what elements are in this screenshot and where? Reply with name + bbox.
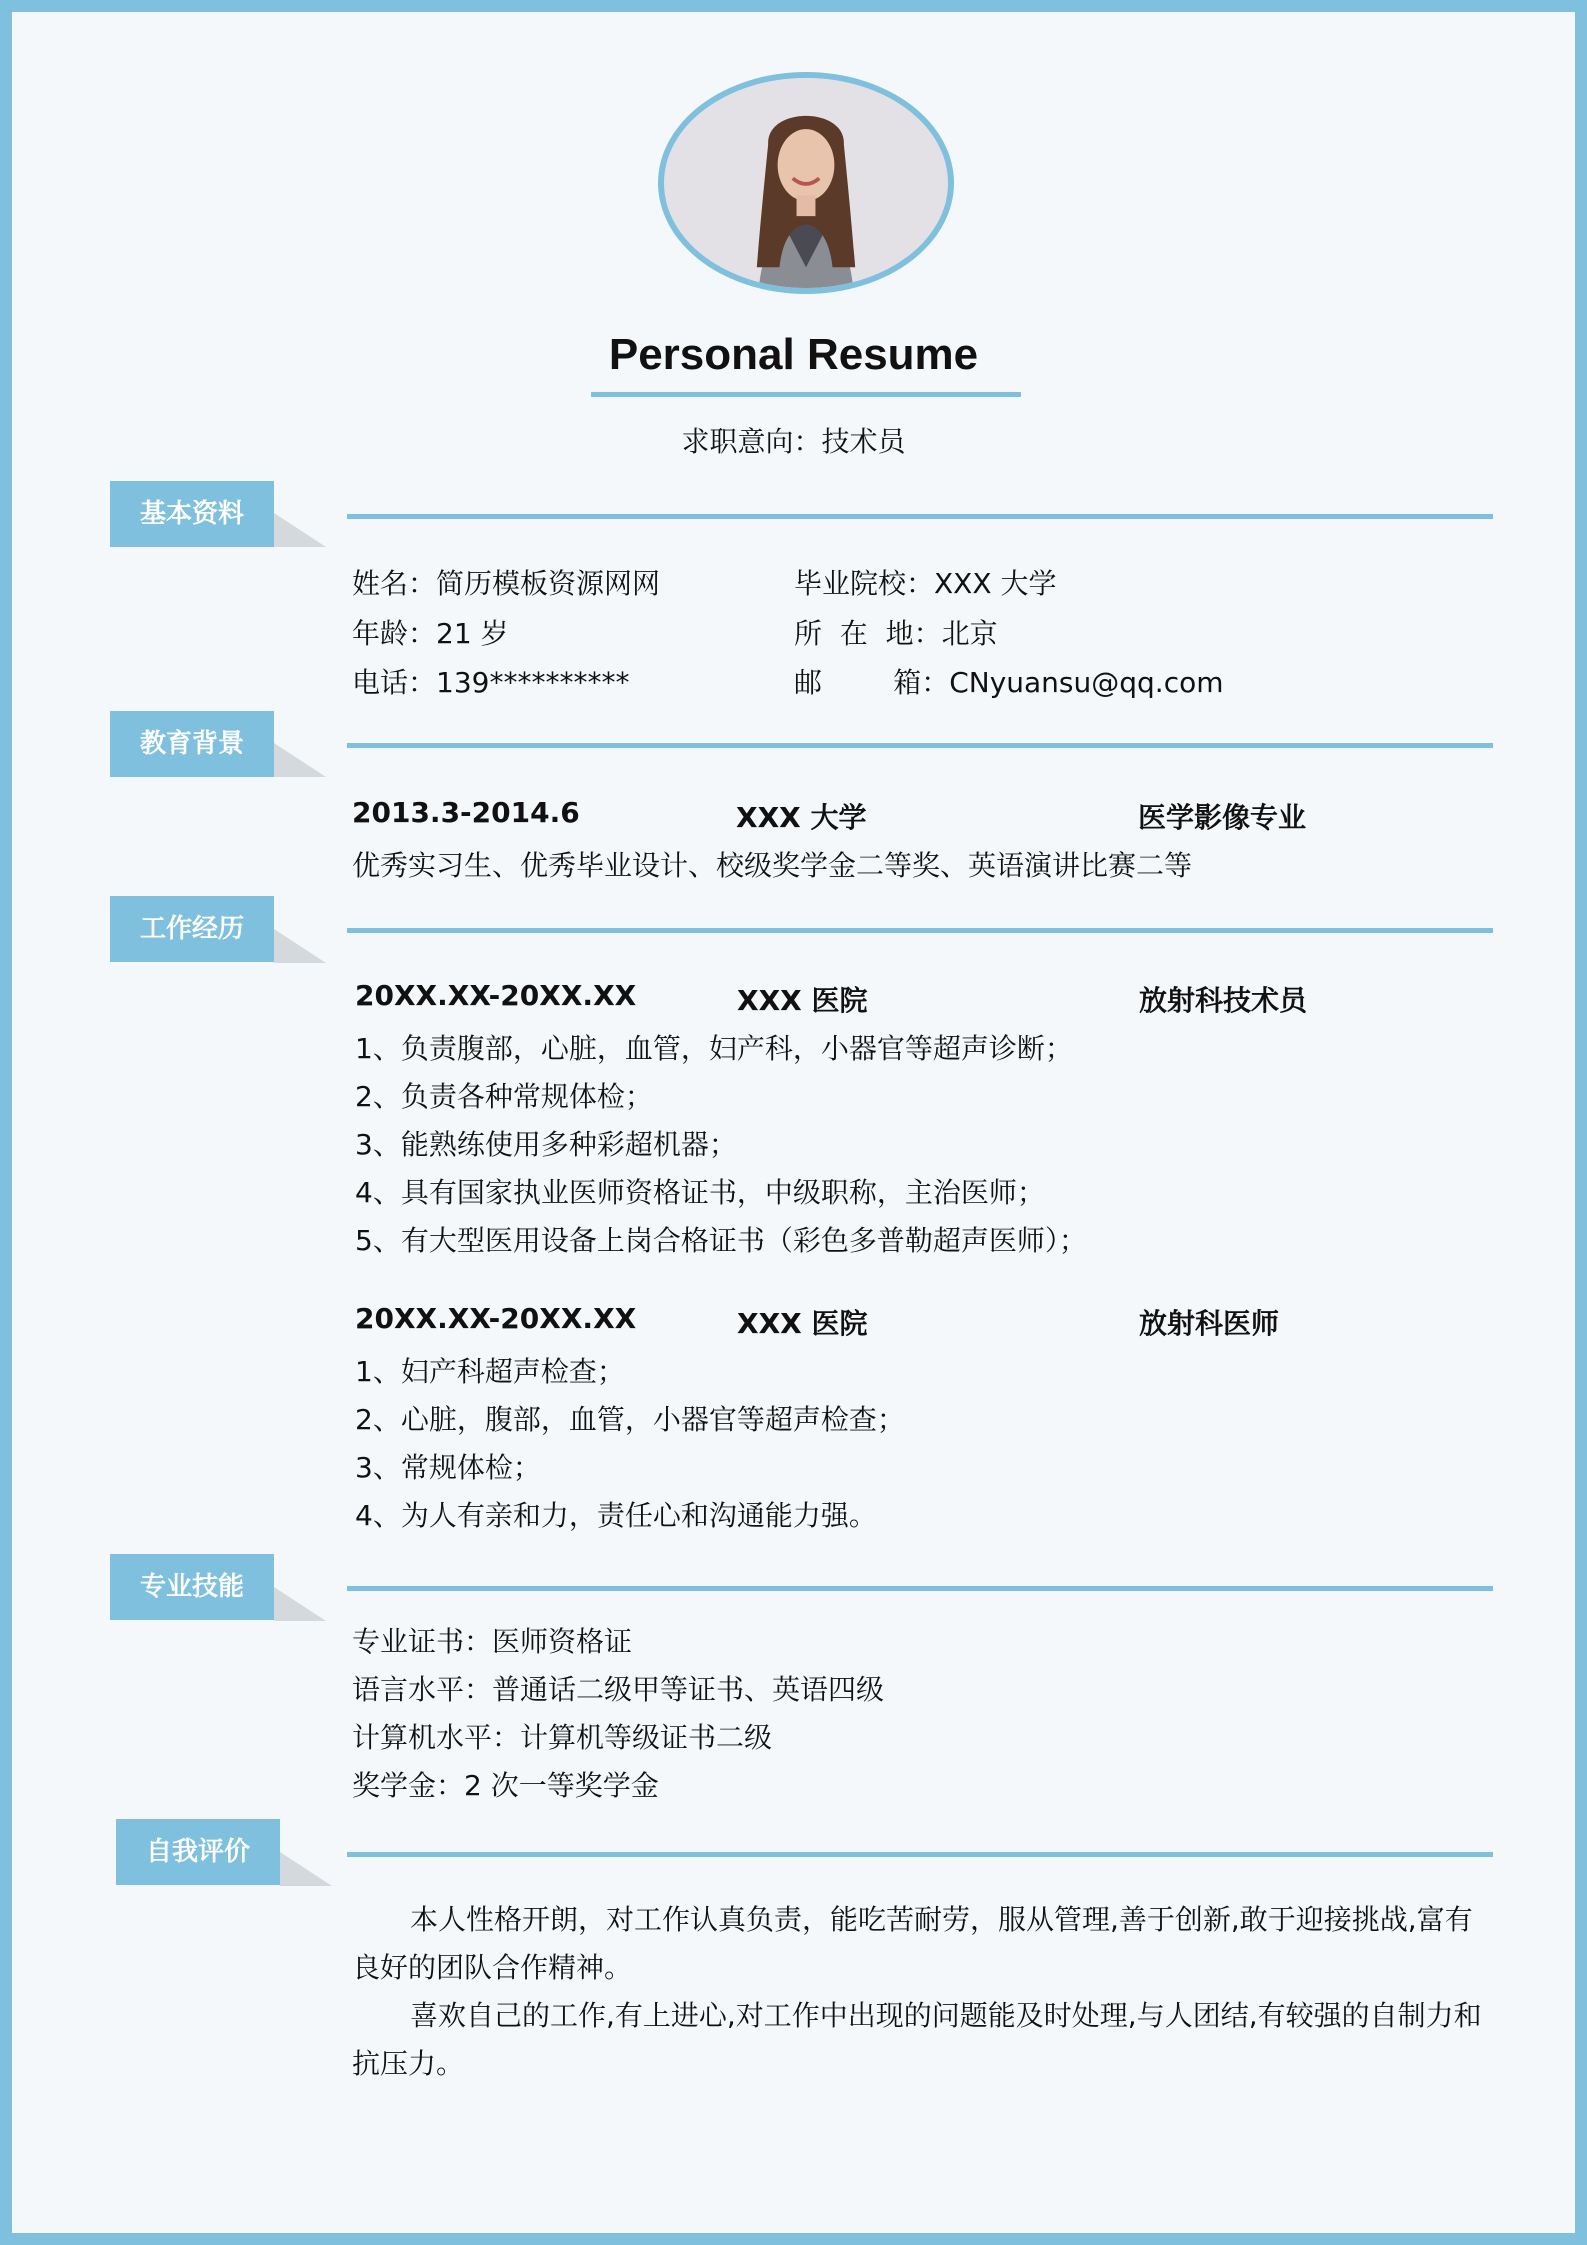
section-divider	[347, 1586, 1493, 1591]
section-divider	[347, 514, 1493, 519]
tab-shadow	[274, 929, 326, 963]
section-tab-education: 教育背景	[110, 711, 274, 777]
self-evaluation	[352, 1896, 1482, 2088]
tab-shadow	[274, 1587, 326, 1621]
section-divider	[347, 743, 1493, 748]
work-1-item: 5、有大型医用设备上岗合格证书（彩色多普勒超声医师）；	[355, 1224, 1087, 1257]
job-intent	[12, 420, 1575, 460]
basic-location: 所 在 地：北京	[794, 617, 998, 650]
tab-shadow	[274, 513, 326, 547]
skill-item: 专业证书：医师资格证	[352, 1625, 633, 1658]
self-eval-paragraph: 本人性格开朗，对工作认真负责，能吃苦耐劳，服从管理,善于创新,敢于迎接挑战,富有良好的团队合作精神。	[352, 1903, 1473, 1984]
edu-period: 2013.3-2014.6	[352, 796, 580, 829]
tab-shadow	[280, 1852, 332, 1886]
work-1-item: 3、能熟练使用多种彩超机器；	[355, 1128, 737, 1161]
self-eval-paragraph: 喜欢自己的工作,有上进心,对工作中出现的问题能及时处理,与人团结,有较强的自制力和抗压力。	[352, 1999, 1482, 2080]
work-2-item: 1、妇产科超声检查；	[355, 1355, 625, 1388]
portrait-image	[664, 78, 948, 288]
basic-school: 毕业院校：XXX 大学	[794, 567, 1057, 600]
basic-email: 邮 箱：CNyuansu@qq.com	[794, 666, 1224, 699]
basic-phone: 电话：139**********	[352, 666, 630, 699]
work-1-org: XXX 医院	[737, 984, 868, 1017]
work-2-period: 20XX.XX-20XX.XX	[355, 1302, 637, 1335]
skill-item: 奖学金：2 次一等奖学金	[352, 1769, 659, 1802]
work-1-period: 20XX.XX-20XX.XX	[355, 979, 637, 1012]
resume-title: Personal Resume	[608, 330, 979, 379]
profile-photo	[658, 72, 954, 294]
work-2-item: 4、为人有亲和力，责任心和沟通能力强。	[355, 1499, 877, 1532]
skill-item: 计算机水平：计算机等级证书二级	[352, 1721, 773, 1754]
edu-major: 医学影像专业	[1138, 801, 1307, 834]
tab-shadow	[274, 743, 326, 777]
edu-honors: 优秀实习生、优秀毕业设计、校级奖学金二等奖、英语演讲比赛二等	[352, 849, 1193, 882]
section-tab-work: 工作经历	[110, 896, 274, 962]
work-2-role: 放射科医师	[1139, 1307, 1280, 1340]
section-tab-self: 自我评价	[116, 1819, 280, 1885]
work-1-item: 1、负责腹部，心脏，血管，妇产科，小器官等超声诊断；	[355, 1032, 1073, 1065]
work-2-item: 3、常规体检；	[355, 1451, 541, 1484]
skill-item: 语言水平：普通话二级甲等证书、英语四级	[352, 1673, 885, 1706]
basic-name: 姓名：简历模板资源网网	[352, 567, 661, 600]
edu-school: XXX 大学	[736, 801, 867, 834]
job-intent-value: 技术员	[821, 425, 906, 458]
work-2-org: XXX 医院	[737, 1307, 868, 1340]
section-divider	[347, 1852, 1493, 1857]
section-tab-basic: 基本资料	[110, 481, 274, 547]
section-divider	[347, 928, 1493, 933]
work-1-item: 4、具有国家执业医师资格证书，中级职称，主治医师；	[355, 1176, 1045, 1209]
basic-age: 年龄：21 岁	[352, 617, 509, 650]
section-tab-skills: 专业技能	[110, 1554, 274, 1620]
job-intent-label: 求职意向：	[681, 425, 822, 458]
title-underline	[591, 392, 1021, 397]
work-1-item: 2、负责各种常规体检；	[355, 1080, 653, 1113]
work-2-item: 2、心脏，腹部，血管，小器官等超声检查；	[355, 1403, 905, 1436]
work-1-role: 放射科技术员	[1139, 984, 1308, 1017]
